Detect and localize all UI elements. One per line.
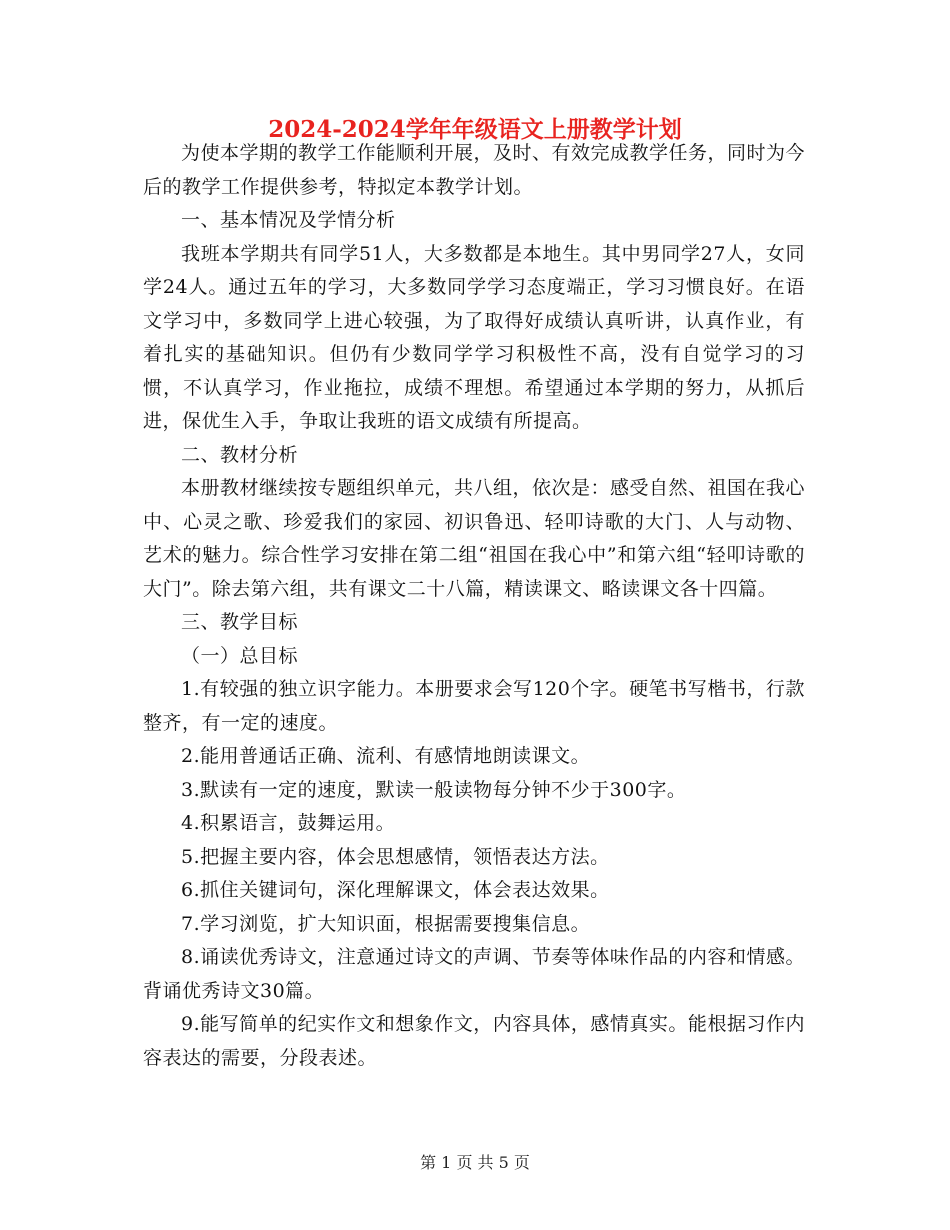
- goal-item: 8.诵读优秀诗文，注意通过诗文的声调、节奏等体味作品的内容和情感。背诵优秀诗文30篇。: [143, 946, 805, 1002]
- document-body: [143, 137, 805, 1075]
- section-heading-2: 二、教材分析: [181, 443, 299, 466]
- textbook-analysis-paragraph: 本册教材继续按专题组织单元，共八组，依次是：感受自然、祖国在我心中、心灵之歌、珍爱我们的家园、初识鲁迅、轻叩诗歌的大门、人与动物、艺术的魅力。综合性学习安排在第二组“祖国在我心中”和第六组“轻叩诗歌的大门”。除去第六组，共有课文二十八篇，精读课文、略读课文各十四篇。: [143, 477, 806, 600]
- goal-item: 1.有较强的独立识字能力。本册要求会写120个字。硬笔书写楷书，行款整齐，有一定的速度。: [143, 678, 805, 734]
- goal-item: 6.抓住关键词句，深化理解课文，体会表达效果。: [181, 879, 610, 901]
- goal-item: 3.默读有一定的速度，默读一般读物每分钟不少于300字。: [181, 778, 687, 801]
- goal-item: 7.学习浏览，扩大知识面，根据需要搜集信息。: [181, 912, 591, 935]
- section-heading-1: 一、基本情况及学情分析: [181, 209, 396, 231]
- intro-paragraph: 为使本学期的教学工作能顺利开展，及时、有效完成教学任务，同时为今后的教学工作提供参考，特拟定本教学计划。: [143, 142, 806, 198]
- class-situation-paragraph: 我班本学期共有同学51人，大多数都是本地生。其中男同学27人，女同学24人。通过五年的学习，大多数同学学习态度端正，学习习惯良好。在语文学习中，多数同学上进心较强，为了取得好成绩认真听讲，认真作业，有着扎实的基础知识。但仍有少数同学学习积极性不高，没有自觉学习的习惯，不认真学习，作业拖拉，成绩不理想。希望通过本学期的努力，从抓后进，保优生入手，争取让我班的语文成绩有所提高。: [143, 242, 805, 432]
- subsection-heading: （一）总目标: [181, 644, 299, 667]
- goal-item: 9.能写简单的纪实作文和想象作文，内容具体，感情真实。能根据习作内容表达的需要，分段表述。: [143, 1013, 805, 1069]
- page-footer: 第 1 页 共 5 页: [420, 1153, 530, 1172]
- goal-item: 4.积累语言，鼓舞运用。: [181, 812, 396, 834]
- goal-item: 2.能用普通话正确、流利、有感情地朗读课文。: [181, 745, 591, 767]
- document-title: 2024-2024学年年级语文上册教学计划: [268, 116, 682, 143]
- section-heading-3: 三、教学目标: [181, 611, 299, 633]
- goal-item: 5.把握主要内容，体会思想感情，领悟表达方法。: [181, 845, 610, 868]
